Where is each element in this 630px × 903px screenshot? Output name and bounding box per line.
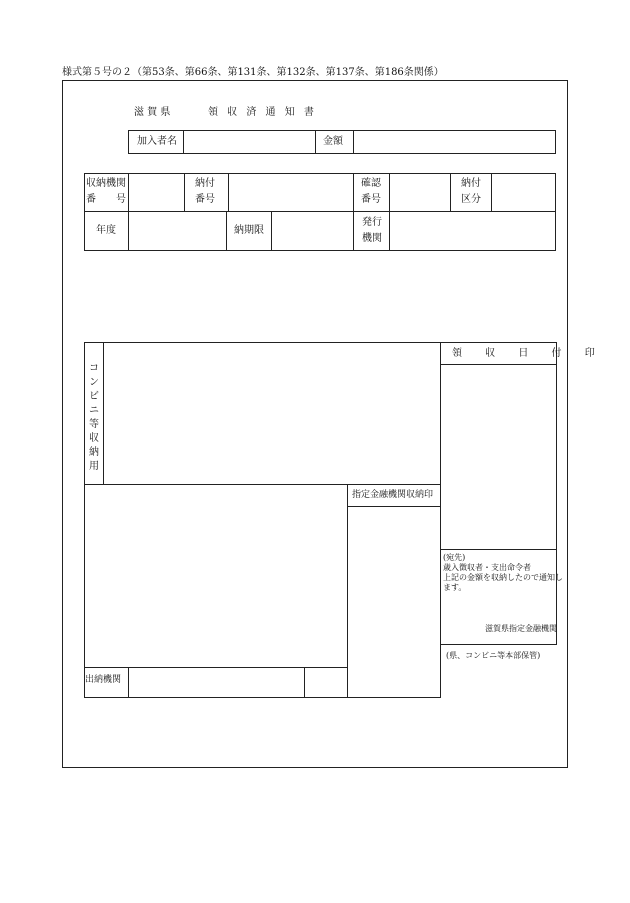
document-title: 領 収 済 通 知 書 [208, 107, 317, 118]
notice-text [443, 553, 563, 593]
amount-label: 金額 [323, 136, 343, 147]
amount-field[interactable] [358, 134, 550, 150]
payment-number-field[interactable] [231, 177, 349, 207]
addressee-label: (宛先) [443, 553, 466, 562]
lower-left-blank-area[interactable] [88, 490, 343, 662]
payment-category-field[interactable] [494, 177, 552, 207]
confirm-number-field[interactable] [392, 177, 447, 207]
issuer-field[interactable] [392, 215, 552, 247]
designated-bank-name: 滋賀県指定金融機関 [485, 624, 557, 633]
fiscal-year-field[interactable] [131, 215, 223, 247]
issuer-label-1: 発行 [362, 217, 382, 228]
payout-agency-field[interactable] [131, 670, 301, 695]
due-date-label: 納期限 [234, 225, 264, 236]
agency-number-field[interactable] [131, 177, 181, 207]
subscriber-name-label: 加入者名 [137, 136, 177, 147]
notice-line-1: 上記の金額を収納したので通知し [443, 573, 563, 582]
receipt-stamp-label: 領 収 日 付 印 [452, 348, 605, 359]
payout-agency-extra-field[interactable] [307, 670, 344, 695]
agency-number-label-1: 収納機関 [86, 178, 126, 189]
fiscal-year-label: 年度 [96, 225, 116, 236]
payment-number-label-2: 番号 [195, 194, 215, 205]
payment-number-label-1: 納付 [195, 178, 215, 189]
bank-seal-label: 指定金融機関収納印 [352, 490, 434, 500]
bank-seal-area[interactable] [352, 510, 437, 694]
receipt-stamp-area[interactable] [444, 368, 553, 544]
recipient-label: 歳入徴収者・支出命令者 [443, 563, 531, 572]
agency-number-label-2: 番 号 [86, 194, 126, 205]
payment-category-label-1: 納付 [461, 178, 481, 189]
subscriber-name-field[interactable] [200, 134, 310, 150]
payment-category-label-2: 区分 [461, 194, 481, 205]
issuer-label-2: 機関 [362, 233, 382, 244]
confirm-number-label-2: 番号 [361, 194, 381, 205]
form-reference: 様式第５号の２（第53条、第66条、第131条、第132条、第137条、第186条関係） [62, 67, 444, 78]
storage-note: (県、コンビニ等本部保管) [446, 651, 541, 660]
due-date-field[interactable] [274, 215, 350, 247]
convenience-store-vertical-label: コ ン ビ ニ 等 収 納 用 [89, 363, 99, 472]
convenience-store-area[interactable] [108, 346, 436, 480]
notice-line-2: ます。 [443, 583, 467, 592]
payout-agency-label: 出納機関 [85, 675, 122, 685]
confirm-number-label-1: 確認 [361, 178, 381, 189]
prefecture-name: 滋 賀 県 [134, 107, 171, 118]
